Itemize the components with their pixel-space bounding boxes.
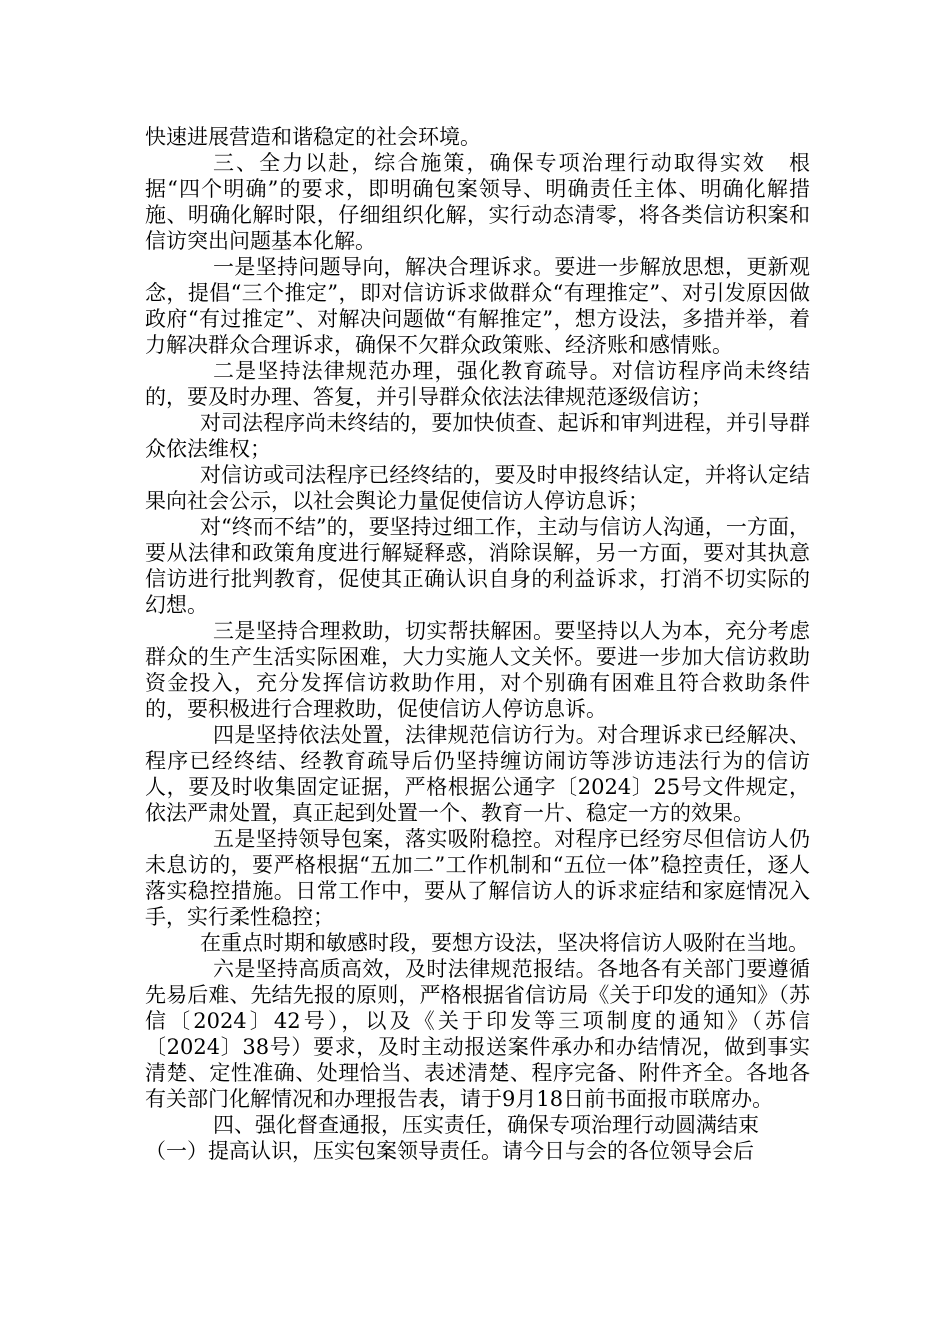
paragraph: 五是坚持领导包案，落实吸附稳控。对程序已经穷尽但信访人仍未息访的，要严格根据“五加二”工作机制和“五位一体”稳控责任，逐人落实稳控措施。日常工作中，要从了解信访人的诉求症结和家庭情况入手，实行柔性稳控； <box>145 827 810 929</box>
document-body <box>145 124 810 1164</box>
paragraph: 对“终而不结”的，要坚持过细工作，主动与信访人沟通，一方面，要从法律和政策角度进行解疑释惑，消除误解，另一方面，要对其执意信访进行批判教育，促使其正确认识自身的利益诉求，打消不切实际的幻想。 <box>145 515 810 617</box>
paragraph: 三是坚持合理救助，切实帮扶解困。要坚持以人为本，充分考虑群众的生产生活实际困难，大力实施人文关怀。要进一步加大信访救助资金投入，充分发挥信访救助作用，对个别确有困难且符合救助条件的，要积极进行合理救助，促使信访人停访息诉。 <box>145 619 810 721</box>
paragraph: 四是坚持依法处置，法律规范信访行为。对合理诉求已经解决、程序已经终结、经教育疏导后仍坚持缠访闹访等涉访违法行为的信访人，要及时收集固定证据，严格根据公通字〔2024〕25号文件规定，依法严肃处置，真正起到处置一个、教育一片、稳定一方的效果。 <box>145 723 810 825</box>
paragraph: 三、全力以赴，综合施策，确保专项治理行动取得实效 根据“四个明确”的要求，即明确包案领导、明确责任主体、明确化解措施、明确化解时限，仔细组织化解，实行动态清零，将各类信访积案和信访突出问题基本化解。 <box>145 151 810 253</box>
paragraph: 对司法程序尚未终结的，要加快侦查、起诉和审判进程，并引导群众依法维权； <box>145 411 810 461</box>
paragraph: 六是坚持高质高效，及时法律规范报结。各地各有关部门要遵循先易后难、先结先报的原则，严格根据省信访局《关于印发的通知》（苏信〔2024〕42号），以及《关于印发等三项制度的通知》（苏信〔2024〕38号）要求，及时主动报送案件承办和办结情况，做到事实清楚、定性准确、处理恰当、表述清楚、程序完备、附件齐全。各地各有关部门化解情况和办理报告表，请于9月18日前书面报市联席办。 <box>145 957 810 1111</box>
paragraph: 二是坚持法律规范办理，强化教育疏导。对信访程序尚未终结的，要及时办理、答复，并引导群众依法法律规范逐级信访； <box>145 359 810 409</box>
paragraph: 在重点时期和敏感时段，要想方设法，坚决将信访人吸附在当地。 <box>200 931 809 955</box>
paragraph: 对信访或司法程序已经终结的，要及时申报终结认定，并将认定结果向社会公示，以社会舆论力量促使信访人停访息诉； <box>145 463 810 513</box>
paragraph: 一是坚持问题导向，解决合理诉求。要进一步解放思想，更新观念，提倡“三个推定”，即对信访诉求做群众“有理推定”、对引发原因做政府“有过推定”、对解决问题做“有解推定”，想方设法，多措并举，着力解决群众合理诉求，确保不欠群众政策账、经济账和感情账。 <box>145 255 810 357</box>
paragraph: （一）提高认识，压实包案领导责任。请今日与会的各位领导会后 <box>145 1139 754 1163</box>
paragraph: 快速进展营造和谐稳定的社会环境。 <box>145 125 481 149</box>
section-heading: 四、强化督查通报，压实责任，确保专项治理行动圆满结束 <box>213 1113 759 1137</box>
